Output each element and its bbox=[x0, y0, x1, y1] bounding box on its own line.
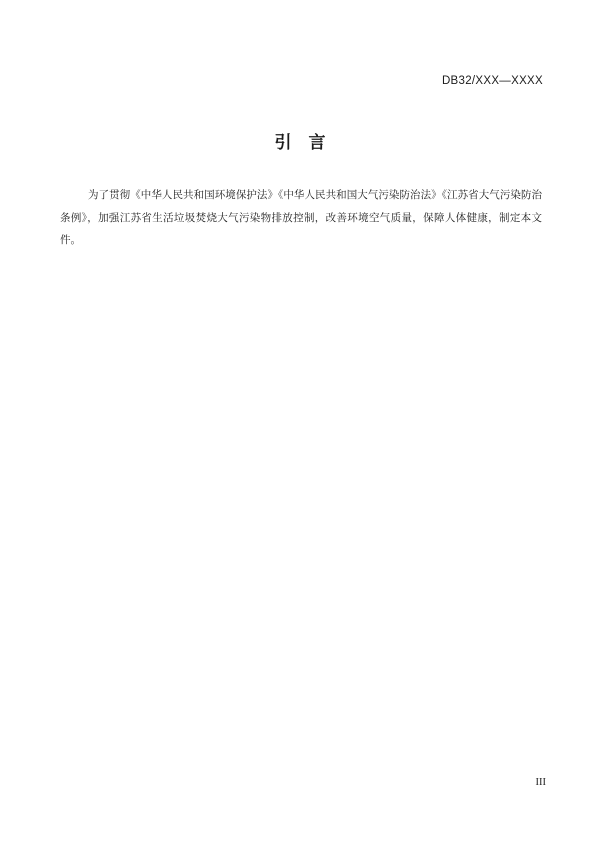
standard-number: DB32/XXX—XXXX bbox=[441, 75, 543, 87]
page-title: 引 言 bbox=[274, 133, 326, 152]
introduction-paragraph: 为了贯彻《中华人民共和国环境保护法》《中华人民共和国大气污染防治法》《江苏省大气污染防治条例》，加强江苏省生活垃圾焚烧大气污染物排放控制，改善环境空气质量，保障人体健康，制定本文件。 bbox=[60, 190, 542, 247]
page-number: III bbox=[535, 777, 546, 788]
